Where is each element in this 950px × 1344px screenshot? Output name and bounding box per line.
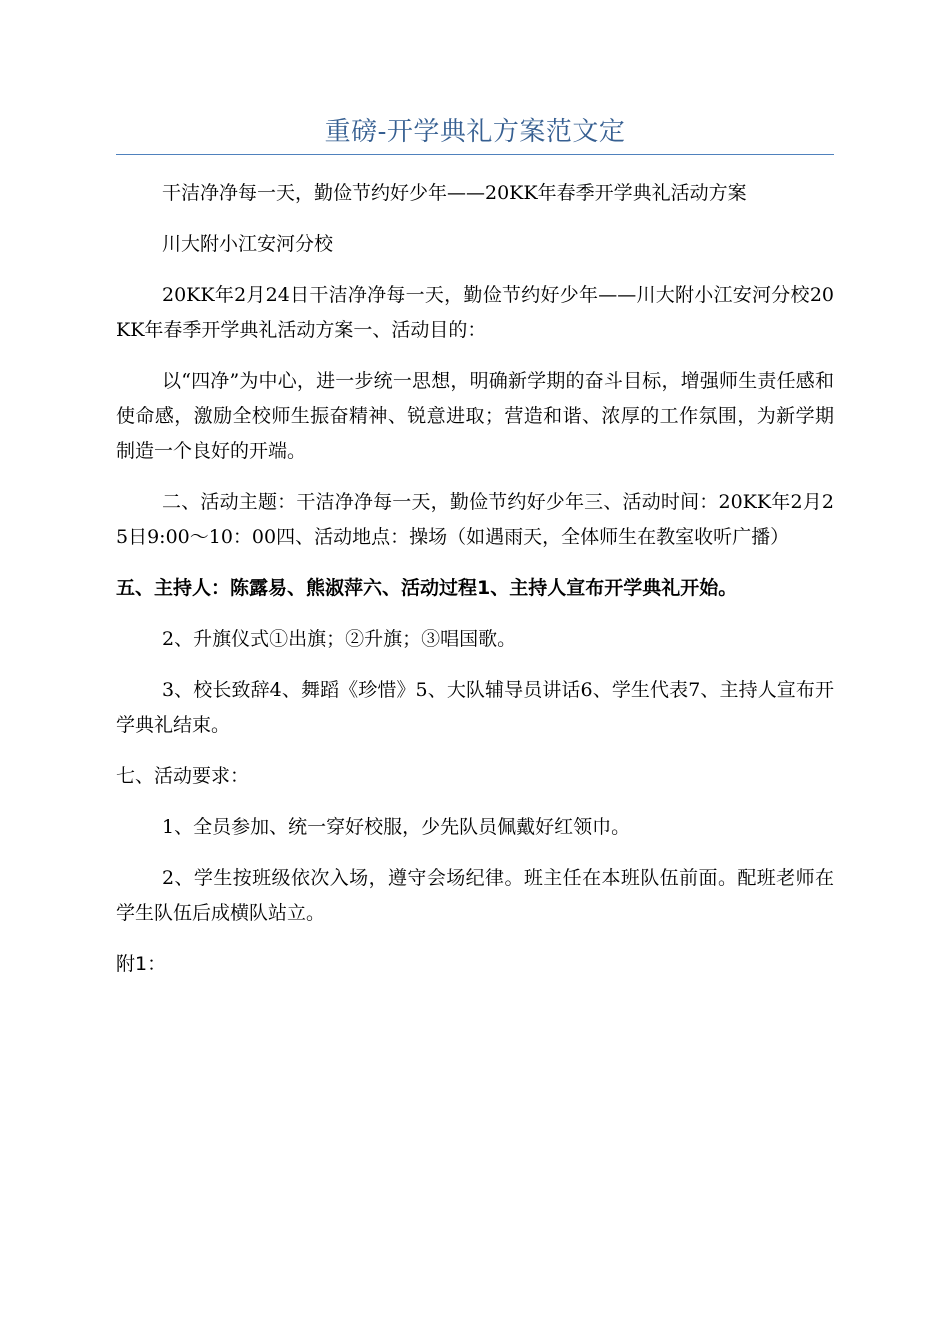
paragraph-date-purpose: 20KK年2月24日干洁净净每一天，勤俭节约好少年——川大附小江安河分校20KK年春季开学典礼活动方案一、活动目的： [116, 284, 834, 341]
page-title: 重磅-开学典礼方案范文定 [324, 117, 626, 147]
paragraph-appendix: 附1： [116, 953, 167, 975]
paragraph-flag-ceremony: 2、升旗仪式①出旗；②升旗；③唱国歌。 [162, 628, 517, 650]
document-body [116, 176, 834, 998]
paragraph-host-process: 五、主持人：陈露易、熊淑萍六、活动过程1、主持人宣布开学典礼开始。 [116, 577, 738, 599]
paragraph-school-name: 川大附小江安河分校 [162, 233, 334, 255]
paragraph-purpose-detail: 以“四净”为中心，进一步统一思想，明确新学期的奋斗目标，增强师生责任感和使命感，激励全校师生振奋精神、锐意进取；营造和谐、浓厚的工作氛围，为新学期制造一个良好的开端。 [116, 370, 834, 462]
paragraph-program-items: 3、校长致辞4、舞蹈《珍惜》5、大队辅导员讲话6、学生代表7、主持人宣布开学典礼结束。 [116, 679, 834, 736]
paragraph-heading-line: 干洁净净每一天，勤俭节约好少年——20KK年春季开学典礼活动方案 [162, 182, 747, 204]
paragraph-requirements-heading: 七、活动要求： [116, 765, 250, 787]
paragraph-theme-time-place: 二、活动主题：干洁净净每一天，勤俭节约好少年三、活动时间：20KK年2月25日9:00～10：00四、活动地点：操场（如遇雨天，全体师生在教室收听广播） [116, 491, 834, 548]
title-divider [116, 154, 834, 155]
paragraph-requirement-2: 2、学生按班级依次入场，遵守会场纪律。班主任在本班队伍前面。配班老师在学生队伍后成横队站立。 [116, 867, 834, 924]
paragraph-requirement-1: 1、全员参加、统一穿好校服，少先队员佩戴好红领巾。 [162, 816, 631, 838]
